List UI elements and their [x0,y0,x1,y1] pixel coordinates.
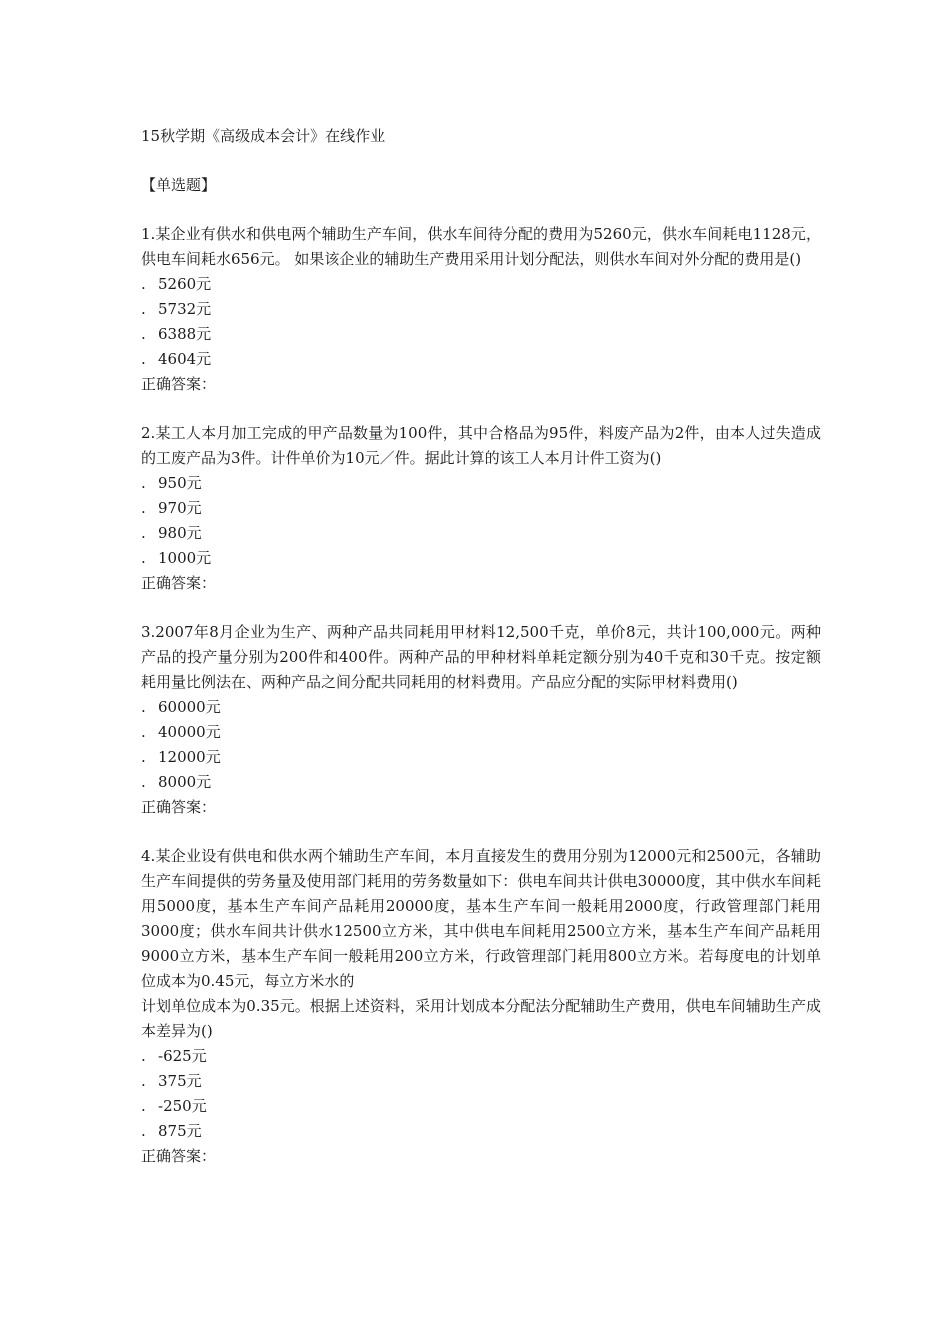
option-marker: . [141,300,146,318]
document-title: 15秋学期《高级成本会计》在线作业 [141,127,386,145]
answer-label: 正确答案： [141,798,217,816]
option-text: 8000元 [158,773,212,791]
question-1 [141,222,821,397]
option-marker: . [141,698,146,716]
option-item [141,297,821,322]
question-2 [141,421,821,596]
option-marker: . [141,1097,146,1115]
option-item [141,1069,821,1094]
option-text: 5732元 [158,300,212,318]
option-marker: . [141,275,146,293]
question-text [141,844,821,1044]
answer-label: 正确答案： [141,1147,217,1165]
question-3 [141,620,821,820]
option-item [141,496,821,521]
option-item [141,347,821,372]
option-text: 60000元 [158,698,221,716]
option-text: 5260元 [158,275,212,293]
option-marker: . [141,350,146,368]
option-list [141,272,821,372]
question-text-line: 4.某企业设有供电和供水两个辅助生产车间，本月直接发生的费用分别为12000元和2500元，各辅助生产车间提供的劳务量及使用部门耗用的劳务数量如下：供电车间共计供电30000度，其中供水车间耗用5000度，基本生产车间产品耗用20000度，基本生产车间一般耗用2000度，行政管理部门耗用3000度；供水车间共计供水12500立方米，其中供电车间耗用2500立方米，基本生产车间产品耗用9000立方米，基本生产车间一般耗用200立方米，行政管理部门耗用800立方米。若每度电的计划单位成本为0.45元，每立方米水的 [141,847,821,990]
option-marker: . [141,1047,146,1065]
question-text-line: 计划单位成本为0.35元。根据上述资料，采用计划成本分配法分配辅助生产费用，供电车间辅助生产成本差异为() [141,997,821,1040]
question-text: 3.2007年8月企业为生产、两种产品共同耗用甲材料12,500千克，单价8元，共计100,000元。两种产品的投产量分别为200件和400件。两种产品的甲种材料单耗定额分别为40千克和30千克。按定额耗用量比例法在、两种产品之间分配共同耗用的材料费用。产品应分配的实际甲材料费用() [141,623,821,691]
option-item [141,720,821,745]
option-text: 1000元 [158,549,212,567]
option-list [141,695,821,795]
section-label: 【单选题】 [141,176,217,194]
answer-label: 正确答案： [141,574,217,592]
document-page [141,124,821,1169]
option-marker: . [141,723,146,741]
option-marker: . [141,499,146,517]
option-text: 40000元 [158,723,221,741]
option-text: -250元 [158,1097,207,1115]
option-item [141,272,821,297]
option-text: 375元 [158,1072,202,1090]
option-marker: . [141,325,146,343]
option-marker: . [141,524,146,542]
option-list [141,471,821,571]
option-marker: . [141,748,146,766]
option-text: 950元 [158,474,202,492]
option-text: 970元 [158,499,202,517]
option-text: 875元 [158,1122,202,1140]
option-item [141,695,821,720]
option-marker: . [141,1122,146,1140]
option-item [141,1119,821,1144]
option-text: 4604元 [158,350,212,368]
option-text: 12000元 [158,748,221,766]
option-marker: . [141,549,146,567]
answer-label: 正确答案： [141,375,217,393]
option-text: 6388元 [158,325,212,343]
option-marker: . [141,1072,146,1090]
option-item [141,322,821,347]
option-item [141,745,821,770]
question-4 [141,844,821,1169]
option-text: -625元 [158,1047,207,1065]
question-text: 2.某工人本月加工完成的甲产品数量为100件，其中合格品为95件，料废产品为2件，由本人过失造成的工废产品为3件。计件单价为10元／件。据此计算的该工人本月计件工资为() [141,424,821,467]
option-item [141,770,821,795]
option-item [141,1094,821,1119]
option-item [141,1044,821,1069]
option-marker: . [141,773,146,791]
option-item [141,546,821,571]
question-text: 1.某企业有供水和供电两个辅助生产车间，供水车间待分配的费用为5260元，供水车间耗电1128元，供电车间耗水656元。 如果该企业的辅助生产费用采用计划分配法，则供水车间对外分配的费用是() [141,225,821,268]
option-marker: . [141,474,146,492]
option-item [141,471,821,496]
option-item [141,521,821,546]
option-text: 980元 [158,524,202,542]
option-list [141,1044,821,1144]
